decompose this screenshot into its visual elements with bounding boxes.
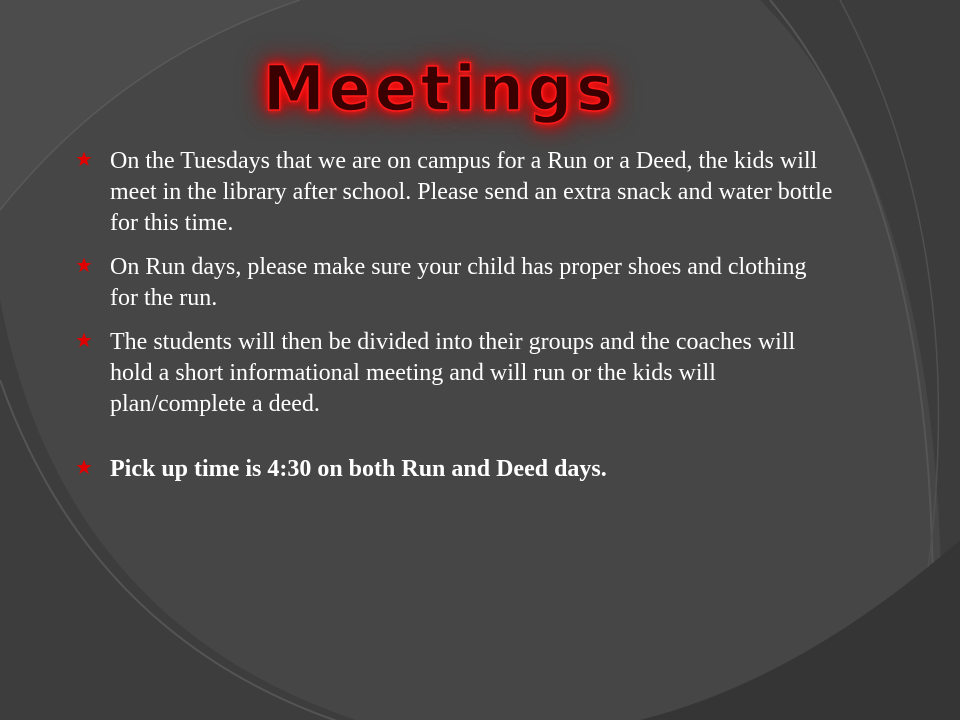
- star-icon: [76, 332, 92, 348]
- bullet-text: Pick up time is 4:30 on both Run and Deed days.: [110, 456, 607, 482]
- bullet-list: [76, 146, 836, 498]
- bullet-item: [76, 252, 836, 314]
- star-icon: [76, 459, 92, 475]
- bullet-item: [76, 454, 836, 485]
- bullet-text: On the Tuesdays that we are on campus for a Run or a Deed, the kids will meet in the library after school. Please send an extra snack and water bottle for this time.: [110, 148, 833, 236]
- bullet-item: [76, 146, 836, 239]
- star-icon: [76, 151, 92, 167]
- bullet-item: [76, 327, 836, 420]
- bullet-text: On Run days, please make sure your child has proper shoes and clothing for the run.: [110, 254, 807, 311]
- slide-title: Meetings: [262, 52, 618, 125]
- star-icon: [76, 257, 92, 273]
- bullet-text: The students will then be divided into their groups and the coaches will hold a short informational meeting and will run or the kids will plan/complete a deed.: [110, 329, 796, 417]
